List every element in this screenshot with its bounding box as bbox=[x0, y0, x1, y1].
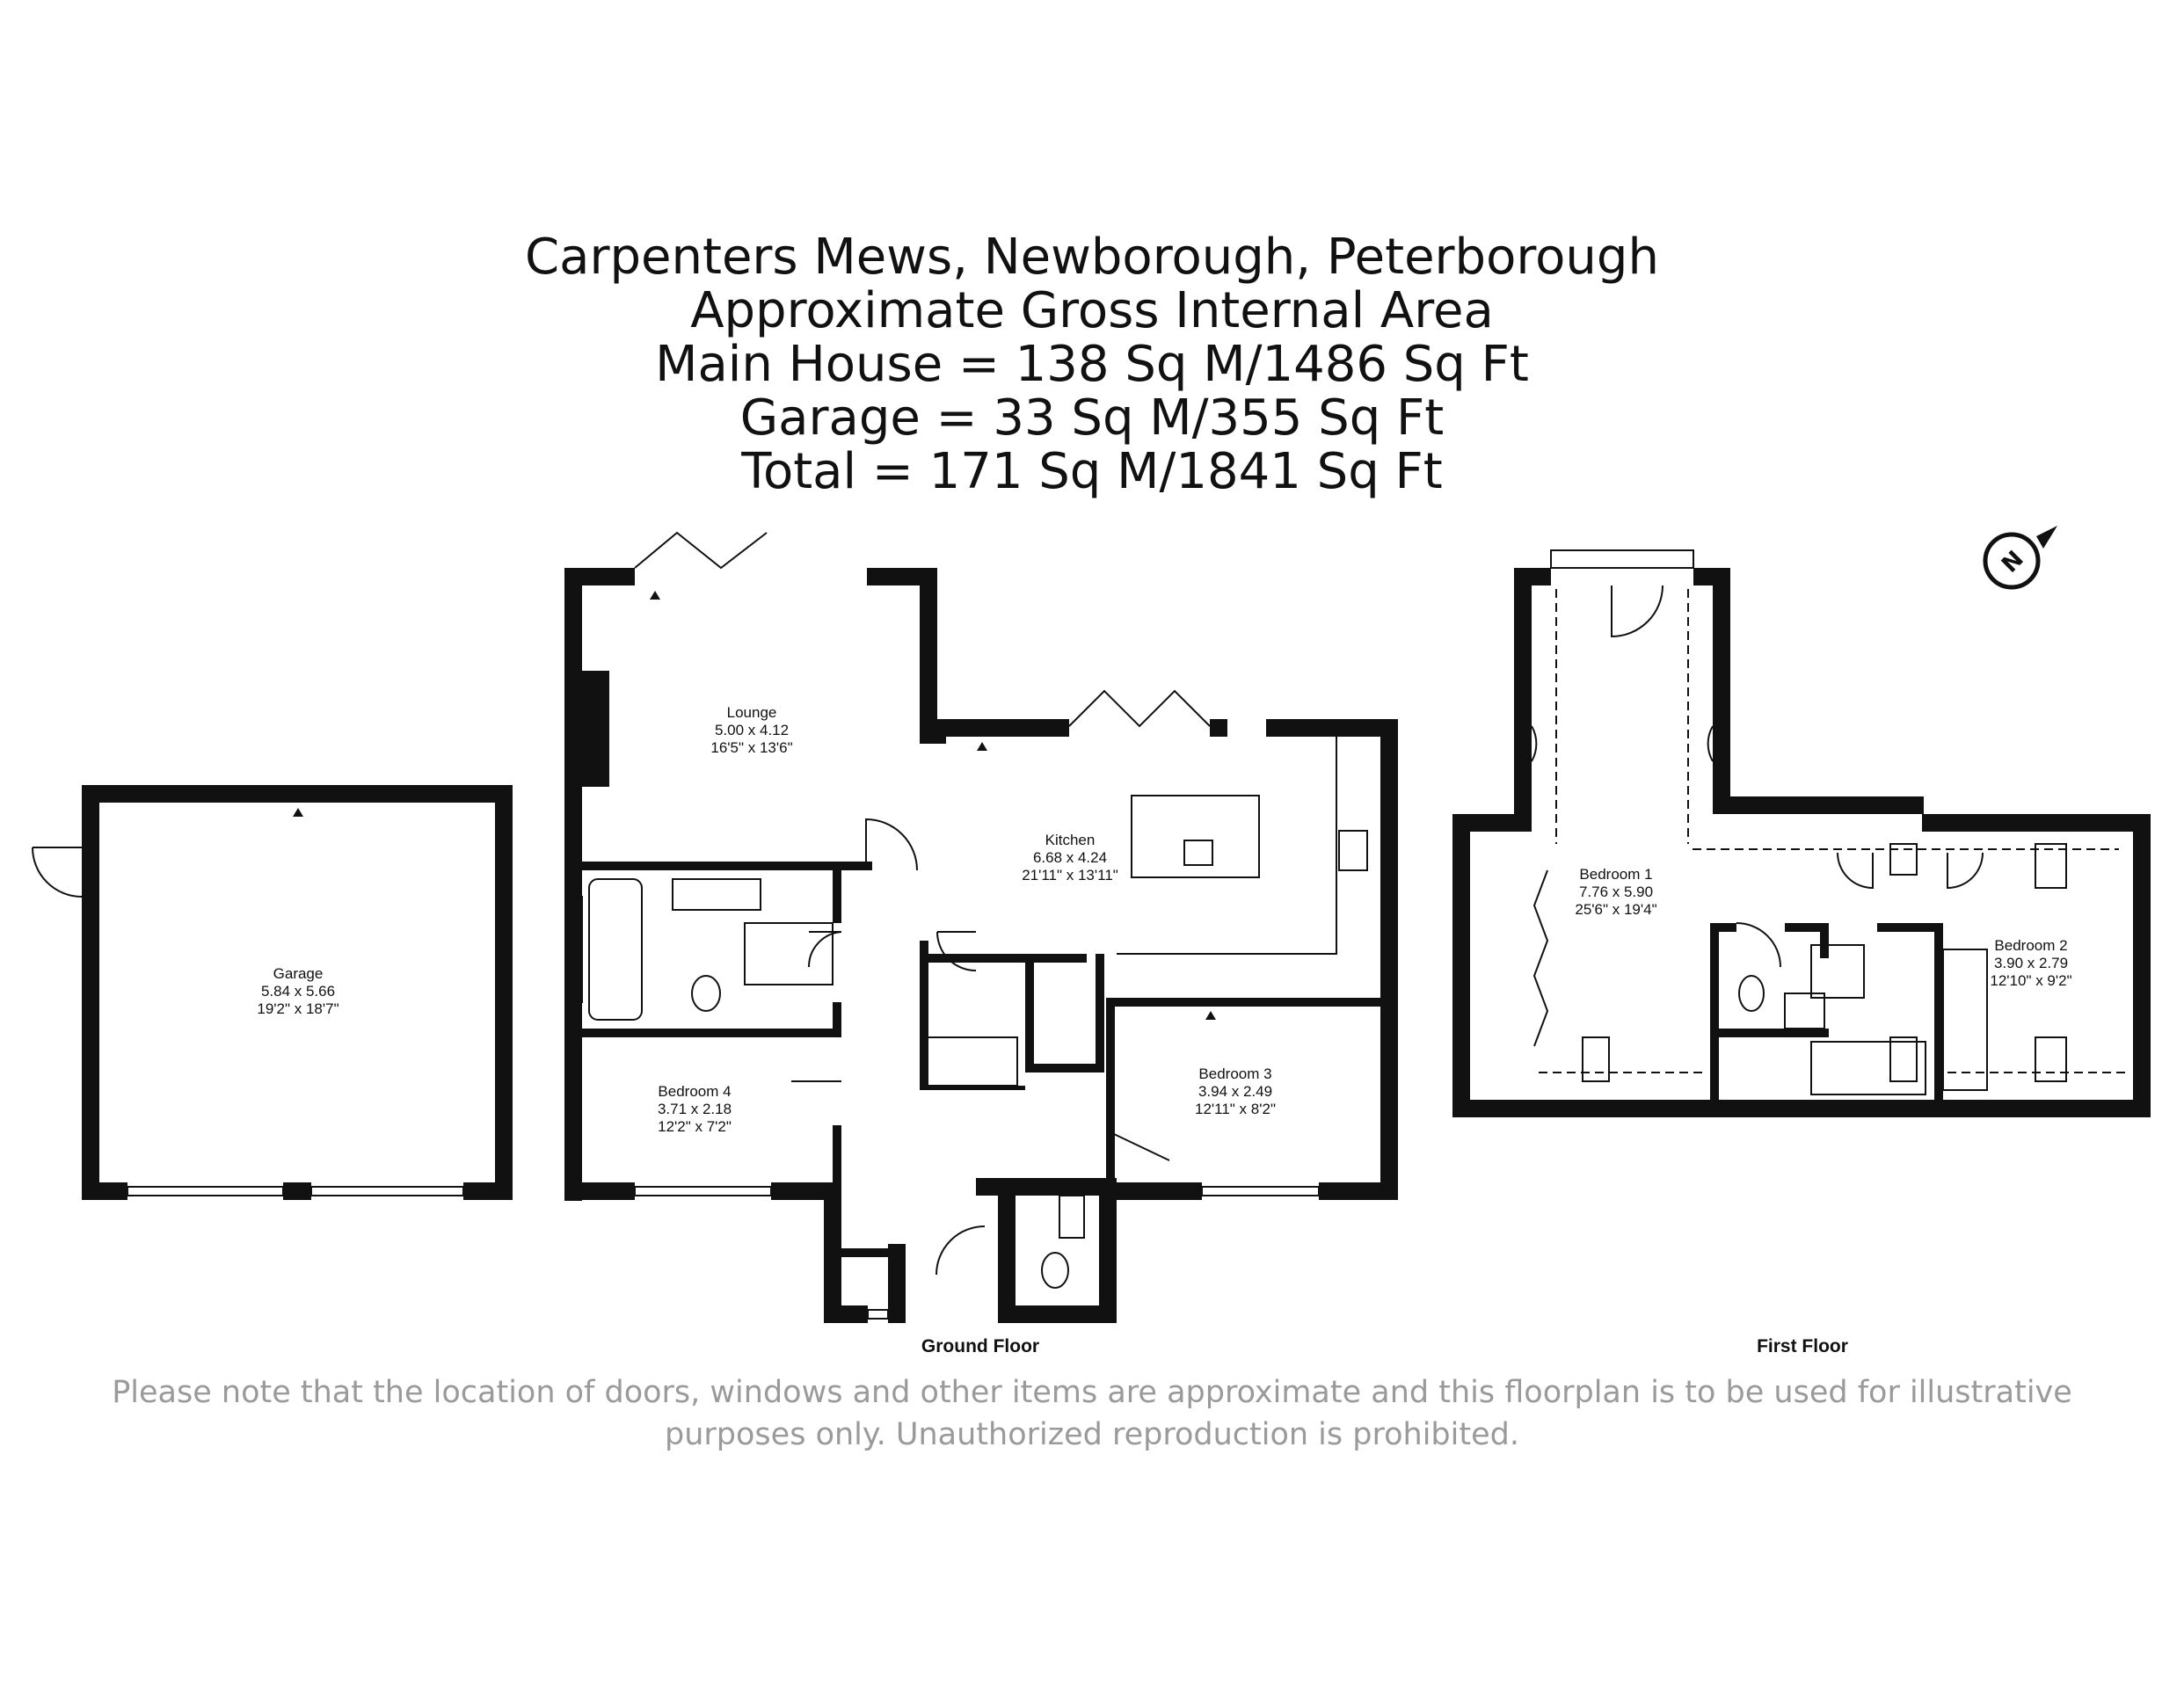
area-subtitle: Approximate Gross Internal Area bbox=[690, 282, 1494, 339]
bedroom4-metric: 3.71 x 2.18 bbox=[657, 1101, 732, 1117]
ground-floor-label: Ground Floor bbox=[921, 1336, 1040, 1356]
disclaimer-line-2: purposes only. Unauthorized reproduction is prohibited. bbox=[665, 1417, 1519, 1452]
bedroom4-imperial: 12'2" x 7'2" bbox=[658, 1118, 732, 1135]
kitchen-imperial: 21'11" x 13'11" bbox=[1022, 867, 1118, 883]
garage-name: Garage bbox=[273, 965, 324, 982]
garage-metric: 5.84 x 5.66 bbox=[260, 983, 336, 1000]
ground-floor-windows bbox=[570, 533, 1319, 1319]
compass-letter: N bbox=[1997, 546, 2029, 578]
bedroom2-imperial: 12'10" x 9'2" bbox=[1990, 972, 2072, 989]
garage-area: Garage = 33 Sq M/355 Sq Ft bbox=[739, 389, 1445, 447]
garage-imperial: 19'2" x 18'7" bbox=[257, 1000, 339, 1017]
address-title: Carpenters Mews, Newborough, Peterborough bbox=[525, 229, 1659, 286]
bedroom1-metric: 7.76 x 5.90 bbox=[1578, 883, 1654, 900]
bedroom3-imperial: 12'11" x 8'2" bbox=[1195, 1101, 1276, 1117]
bedroom2-name: Bedroom 2 bbox=[1994, 937, 2068, 954]
lounge-metric: 5.00 x 4.12 bbox=[714, 722, 790, 738]
bedroom2-metric: 3.90 x 2.79 bbox=[1993, 955, 2069, 971]
bedroom3-metric: 3.94 x 2.49 bbox=[1198, 1083, 1273, 1100]
first-floor-label: First Floor bbox=[1757, 1336, 1848, 1356]
kitchen-metric: 6.68 x 4.24 bbox=[1032, 849, 1108, 866]
kitchen-name: Kitchen bbox=[1045, 832, 1096, 848]
first-floor-walls bbox=[1452, 568, 2151, 1117]
total-area: Total = 171 Sq M/1841 Sq Ft bbox=[741, 443, 1443, 500]
compass bbox=[1985, 526, 2057, 587]
disclaimer bbox=[0, 1371, 2184, 1456]
ground-floor-walls bbox=[564, 568, 1398, 1323]
lounge-imperial: 16'5" x 13'6" bbox=[710, 739, 793, 756]
bedroom3-name: Bedroom 3 bbox=[1198, 1065, 1272, 1082]
main-house-area: Main House = 138 Sq M/1486 Sq Ft bbox=[655, 336, 1529, 393]
disclaimer-line-1: Please note that the location of doors, windows and other items are approximate and this floorplan is to be used for illustrative bbox=[112, 1375, 2072, 1410]
bedroom1-name: Bedroom 1 bbox=[1579, 866, 1653, 883]
bedroom4-name: Bedroom 4 bbox=[658, 1083, 732, 1100]
lounge-name: Lounge bbox=[726, 704, 777, 721]
bedroom1-imperial: 25'6" x 19'4" bbox=[1575, 901, 1657, 918]
